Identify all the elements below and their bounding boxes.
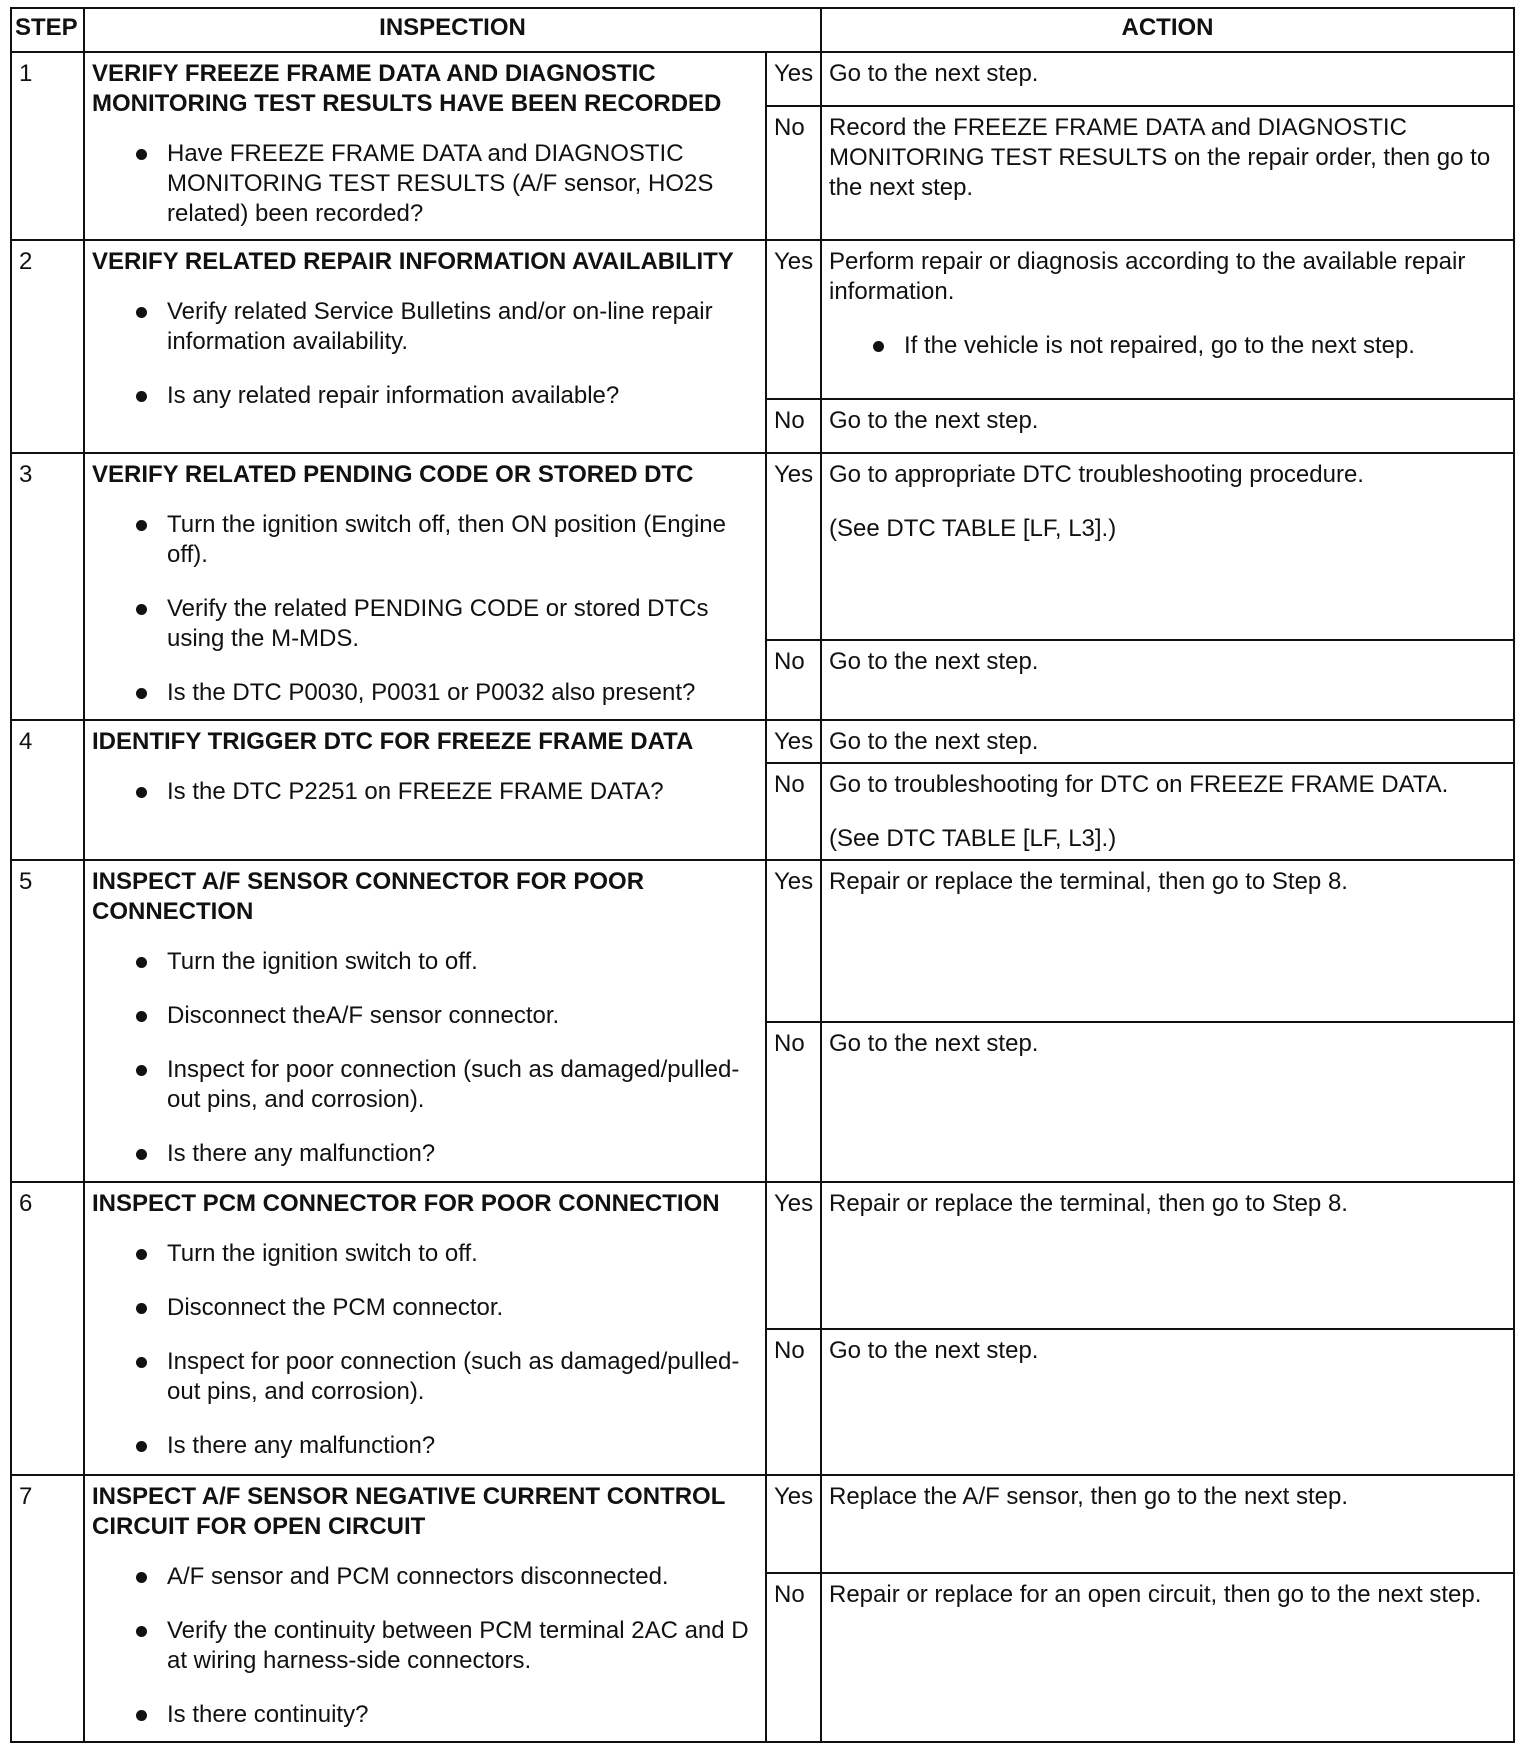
no-label: No <box>766 106 821 240</box>
step-number: 6 <box>11 1182 84 1475</box>
step-title: INSPECT A/F SENSOR CONNECTOR FOR POOR CONNECTION <box>92 868 645 925</box>
yes-label: Yes <box>766 52 821 106</box>
inspection-bullet: Disconnect the PCM connector. <box>92 1293 758 1323</box>
inspection-bullet: Inspect for poor connection (such as damaged/pulled-out pins, and corrosion). <box>92 1347 758 1407</box>
bullet-icon <box>136 149 147 160</box>
no-action: Repair or replace for an open circuit, then go to the next step. <box>821 1573 1514 1742</box>
step-title: VERIFY FREEZE FRAME DATA AND DIAGNOSTIC MONITORING TEST RESULTS HAVE BEEN RECORDED <box>92 60 722 117</box>
bullet-icon <box>873 341 884 352</box>
step-title: INSPECT PCM CONNECTOR FOR POOR CONNECTION <box>92 1190 720 1217</box>
step-1-yes-row <box>11 52 1514 106</box>
bullet-icon <box>136 1710 147 1721</box>
yes-action: Perform repair or diagnosis according to the available repair information. If the vehicle is not repaired, go to the next step. <box>821 240 1514 399</box>
header-step: STEP <box>11 8 84 52</box>
step-inspection <box>84 453 766 720</box>
yes-action: Repair or replace the terminal, then go to Step 8. <box>821 860 1514 1022</box>
step-inspection <box>84 1182 766 1475</box>
no-label: No <box>766 640 821 720</box>
bullet-icon <box>136 1065 147 1076</box>
step-4-yes-row <box>11 720 1514 763</box>
step-number: 3 <box>11 453 84 720</box>
no-action: Go to the next step. <box>821 399 1514 453</box>
no-label: No <box>766 399 821 453</box>
step-number: 5 <box>11 860 84 1182</box>
no-action: Go to troubleshooting for DTC on FREEZE FRAME DATA. (See DTC TABLE [LF, L3].) <box>821 763 1514 860</box>
inspection-bullet: Have FREEZE FRAME DATA and DIAGNOSTIC MONITORING TEST RESULTS (A/F sensor, HO2S related) been recorded? <box>92 139 758 229</box>
inspection-bullet: Is any related repair information available? <box>92 381 758 411</box>
inspection-bullet: A/F sensor and PCM connectors disconnected. <box>92 1562 758 1592</box>
yes-action: Go to the next step. <box>821 52 1514 106</box>
inspection-bullet: Verify related Service Bulletins and/or on-line repair information availability. <box>92 297 758 357</box>
step-number: 4 <box>11 720 84 860</box>
inspection-bullet: Verify the related PENDING CODE or stored DTCs using the M-MDS. <box>92 594 758 654</box>
no-label: No <box>766 763 821 860</box>
bullet-icon <box>136 1149 147 1160</box>
bullet-icon <box>136 1303 147 1314</box>
step-number: 1 <box>11 52 84 240</box>
no-label: No <box>766 1329 821 1475</box>
step-title: IDENTIFY TRIGGER DTC FOR FREEZE FRAME DATA <box>92 728 694 755</box>
step-6-yes-row <box>11 1182 1514 1329</box>
no-action: Go to the next step. <box>821 640 1514 720</box>
step-title: VERIFY RELATED REPAIR INFORMATION AVAILABILITY <box>92 248 734 275</box>
yes-action: Repair or replace the terminal, then go to Step 8. <box>821 1182 1514 1329</box>
yes-label: Yes <box>766 720 821 763</box>
step-inspection <box>84 860 766 1182</box>
step-number: 2 <box>11 240 84 453</box>
step-inspection <box>84 1475 766 1742</box>
yes-action: Replace the A/F sensor, then go to the next step. <box>821 1475 1514 1573</box>
yes-label: Yes <box>766 240 821 399</box>
bullet-icon <box>136 1441 147 1452</box>
step-title: INSPECT A/F SENSOR NEGATIVE CURRENT CONTROL CIRCUIT FOR OPEN CIRCUIT <box>92 1483 725 1540</box>
bullet-icon <box>136 1626 147 1637</box>
inspection-bullet: Verify the continuity between PCM terminal 2AC and D at wiring harness-side connectors. <box>92 1616 758 1676</box>
inspection-bullet: Turn the ignition switch to off. <box>92 947 758 977</box>
header-row <box>11 8 1514 52</box>
inspection-bullet: Is there any malfunction? <box>92 1431 758 1461</box>
step-title: VERIFY RELATED PENDING CODE OR STORED DTC <box>92 461 694 488</box>
bullet-icon <box>136 688 147 699</box>
bullet-icon <box>136 957 147 968</box>
no-action: Go to the next step. <box>821 1022 1514 1182</box>
inspection-bullet: Is the DTC P2251 on FREEZE FRAME DATA? <box>92 777 758 807</box>
bullet-icon <box>136 1249 147 1260</box>
step-number: 7 <box>11 1475 84 1742</box>
step-3-yes-row <box>11 453 1514 640</box>
yes-label: Yes <box>766 1475 821 1573</box>
bullet-icon <box>136 787 147 798</box>
bullet-icon <box>136 307 147 318</box>
inspection-bullet: Is there any malfunction? <box>92 1139 758 1169</box>
bullet-icon <box>136 1357 147 1368</box>
no-action: Record the FREEZE FRAME DATA and DIAGNOSTIC MONITORING TEST RESULTS on the repair order, then go to the next step. <box>821 106 1514 240</box>
bullet-icon <box>136 604 147 615</box>
yes-action: Go to appropriate DTC troubleshooting procedure. (See DTC TABLE [LF, L3].) <box>821 453 1514 640</box>
no-label: No <box>766 1022 821 1182</box>
yes-label: Yes <box>766 860 821 1022</box>
bullet-icon <box>136 1572 147 1583</box>
step-inspection <box>84 240 766 453</box>
inspection-bullet: Is the DTC P0030, P0031 or P0032 also present? <box>92 678 758 708</box>
yes-action: Go to the next step. <box>821 720 1514 763</box>
diagnostic-table <box>10 7 1515 1743</box>
inspection-bullet: Disconnect theA/F sensor connector. <box>92 1001 758 1031</box>
header-inspection: INSPECTION <box>84 8 821 52</box>
step-7-yes-row <box>11 1475 1514 1573</box>
step-2-yes-row <box>11 240 1514 399</box>
inspection-bullet: Turn the ignition switch off, then ON position (Engine off). <box>92 510 758 570</box>
header-action: ACTION <box>821 8 1514 52</box>
inspection-bullet: Turn the ignition switch to off. <box>92 1239 758 1269</box>
no-label: No <box>766 1573 821 1742</box>
step-5-yes-row <box>11 860 1514 1022</box>
inspection-bullet: Is there continuity? <box>92 1700 758 1730</box>
step-inspection <box>84 720 766 860</box>
yes-label: Yes <box>766 1182 821 1329</box>
inspection-bullet: Inspect for poor connection (such as damaged/pulled-out pins, and corrosion). <box>92 1055 758 1115</box>
step-inspection <box>84 52 766 240</box>
bullet-icon <box>136 520 147 531</box>
no-action: Go to the next step. <box>821 1329 1514 1475</box>
action-bullet: If the vehicle is not repaired, go to the next step. <box>829 331 1506 361</box>
bullet-icon <box>136 391 147 402</box>
bullet-icon <box>136 1011 147 1022</box>
yes-label: Yes <box>766 453 821 640</box>
